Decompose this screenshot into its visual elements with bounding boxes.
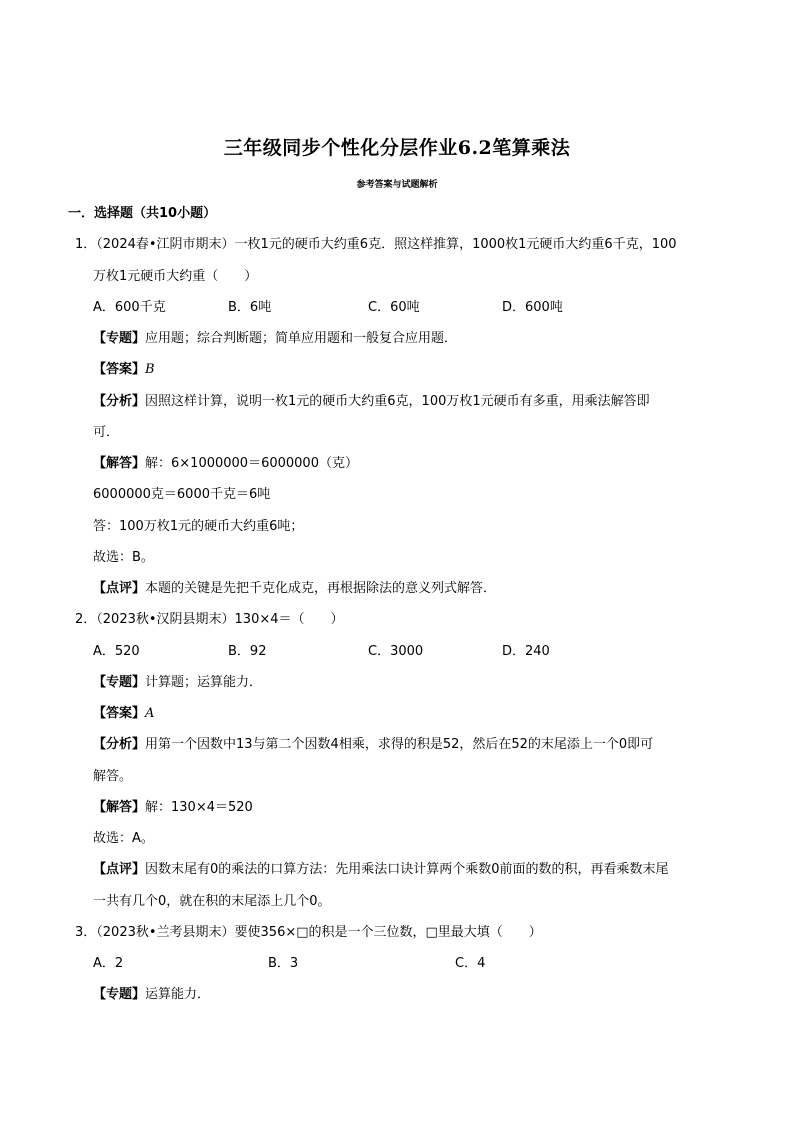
q1-stem-line-1: 1．（2024春•江阴市期末）一枚1元的硬币大约重6克．照这样推算，1000枚1元硬币大约重6千克，100 <box>75 237 677 252</box>
page-title: 三年级同步个性化分层作业6.2笔算乘法 <box>223 137 571 159</box>
q3-stem: 3．（2023秋•兰考县期末）要使356×□的积是一个三位数，□里最大填（ ） <box>75 925 542 940</box>
q1-comment-tag: 【点评】 <box>93 581 146 596</box>
q1-topic <box>93 330 457 348</box>
q2-answer-value: A <box>145 706 155 721</box>
q2-comment-line-1 <box>93 861 669 879</box>
q1-comment <box>93 580 496 598</box>
q2-option-b: B．92 <box>228 644 267 659</box>
q3-topic <box>93 986 210 1004</box>
q1-analysis-line-2: 可． <box>93 425 120 440</box>
section-heading: 一．选择题（共10小题） <box>68 206 217 221</box>
q3-option-b: B．3 <box>268 956 299 971</box>
q1-solution-tag: 【解答】 <box>93 456 146 471</box>
q1-option-a: A．600千克 <box>93 300 166 315</box>
q1-option-b: B．6吨 <box>228 300 272 315</box>
q1-analysis-text: 因照这样计算，说明一枚1元的硬币大约重6克，100万枚1元硬币有多重，用乘法解答即 <box>145 394 650 409</box>
q2-analysis-line-2: 解答。 <box>93 769 133 784</box>
q3-option-a: A．2 <box>93 956 124 971</box>
q1-comment-text: 本题的关键是先把千克化成克，再根据除法的意义列式解答． <box>145 581 497 596</box>
q1-option-d: D．600吨 <box>502 300 563 315</box>
q2-comment-line-2: 一共有几个0，就在积的末尾添上几个0。 <box>93 894 331 909</box>
q2-comment-text: 因数末尾有0的乘法的口算方法：先用乘法口诀计算两个乘数0前面的数的积，再看乘数末尾 <box>145 862 669 877</box>
q2-solution-text: 解：130×4＝520 <box>145 800 253 815</box>
q2-analysis-text: 用第一个因数中13与第二个因数4相乘，求得的积是52，然后在52的末尾添上一个0即可 <box>145 737 654 752</box>
q2-answer <box>93 705 154 723</box>
page-subtitle: 参考答案与试题解析 <box>356 180 438 190</box>
q2-solution-line-2: 故选：A。 <box>93 831 154 846</box>
q2-option-c: C．3000 <box>368 644 424 659</box>
q2-topic-text: 计算题；运算能力． <box>145 675 263 690</box>
q2-comment-tag: 【点评】 <box>93 862 146 877</box>
q1-solution-line-2: 6000000克＝6000千克＝6吨 <box>93 487 271 502</box>
q2-option-d: D．240 <box>502 644 550 659</box>
q1-solution-line-3: 答：100万枚1元的硬币大约重6吨； <box>93 519 304 534</box>
q1-answer <box>93 361 155 379</box>
q2-analysis-line-1 <box>93 736 653 754</box>
q1-solution-line-4: 故选：B。 <box>93 550 154 565</box>
q2-topic-tag: 【专题】 <box>93 675 146 690</box>
q1-topic-tag: 【专题】 <box>93 331 146 346</box>
q1-answer-value: B <box>145 362 155 377</box>
q2-solution-line-1 <box>93 799 253 817</box>
q3-option-c: C．4 <box>455 956 486 971</box>
q1-solution-line-1 <box>93 455 358 473</box>
q1-solution-text: 解：6×1000000＝6000000（克） <box>145 456 358 471</box>
q3-topic-text: 运算能力． <box>145 987 211 1002</box>
q2-topic <box>93 674 262 692</box>
q2-stem: 2．（2023秋•汉阴县期末）130×4＝（ ） <box>75 612 344 627</box>
q1-answer-tag: 【答案】 <box>93 362 146 377</box>
q2-answer-tag: 【答案】 <box>93 706 146 721</box>
q1-stem-line-2: 万枚1元硬币大约重（ ） <box>93 269 258 284</box>
q1-option-c: C．60吨 <box>368 300 420 315</box>
q1-analysis-tag: 【分析】 <box>93 394 146 409</box>
q1-topic-text: 应用题；综合判断题；简单应用题和一般复合应用题． <box>145 331 458 346</box>
q2-option-a: A．520 <box>93 644 140 659</box>
q2-analysis-tag: 【分析】 <box>93 737 146 752</box>
q1-analysis-line-1 <box>93 393 650 411</box>
q2-solution-tag: 【解答】 <box>93 800 146 815</box>
q3-topic-tag: 【专题】 <box>93 987 146 1002</box>
